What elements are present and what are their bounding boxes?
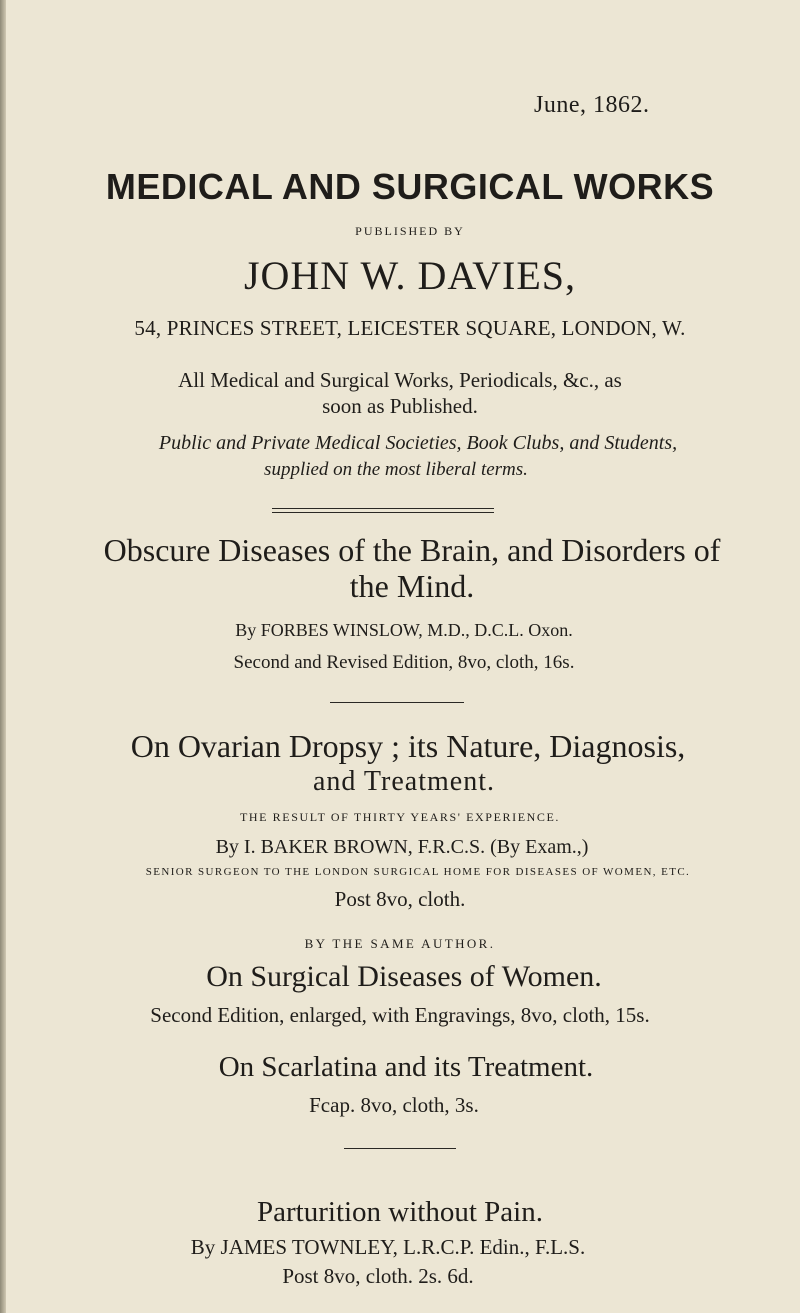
work-3-by-line: BY THE SAME AUTHOR. (304, 936, 496, 951)
work-3-details: Second Edition, enlarged, with Engravings, 8vo, cloth, 15s. (150, 1003, 650, 1027)
work-2-title-line-1: On Ovarian Dropsy ; its Nature, Diagnosis, (130, 728, 686, 764)
notice-line-1: All Medical and Surgical Works, Periodicals, &c., as (178, 368, 622, 392)
work-2-title-line-2: and Treatment. (313, 766, 495, 797)
double-rule-top (272, 508, 494, 509)
published-by-label: PUBLISHED BY (355, 224, 465, 238)
work-2-details: Post 8vo, cloth. (334, 887, 466, 911)
work-3-title: On Surgical Diseases of Women. (206, 960, 602, 993)
work-1-author: By FORBES WINSLOW, M.D., D.C.L. Oxon. (235, 620, 573, 640)
double-rule-bottom (272, 512, 494, 513)
work-2-subtitle: THE RESULT OF THIRTY YEARS' EXPERIENCE. (239, 810, 561, 824)
work-4-title: On Scarlatina and its Treatment. (218, 1051, 594, 1083)
notice-line-3: Public and Private Medical Societies, Book Clubs, and Students, (158, 432, 678, 454)
work-2-author-role: SENIOR SURGEON TO THE LONDON SURGICAL HOME FOR DISEASES OF WOMEN, ETC. (145, 866, 691, 878)
work-5-title: Parturition without Pain. (257, 1196, 543, 1228)
work-2-author: By I. BAKER BROWN, F.R.C.S. (By Exam.,) (215, 836, 589, 858)
publisher-name: JOHN W. DAVIES, (243, 253, 577, 298)
page-heading: MEDICAL AND SURGICAL WORKS (105, 166, 715, 207)
notice-line-4: supplied on the most liberal terms. (264, 459, 528, 480)
separator-rule-1 (330, 702, 464, 703)
publisher-address: 54, PRINCES STREET, LEICESTER SQUARE, LONDON, W. (134, 316, 686, 340)
work-5-author: By JAMES TOWNLEY, L.R.C.P. Edin., F.L.S. (190, 1235, 586, 1259)
notice-line-2: soon as Published. (322, 394, 478, 418)
work-1-title-line-2: the Mind. (349, 568, 475, 604)
work-1-title-line-1: Obscure Diseases of the Brain, and Disorders of (103, 532, 721, 568)
work-5-details: Post 8vo, cloth. 2s. 6d. (282, 1264, 474, 1288)
work-1-details: Second and Revised Edition, 8vo, cloth, 16s. (233, 652, 575, 673)
work-4-details: Fcap. 8vo, cloth, 3s. (309, 1093, 479, 1117)
publication-date: June, 1862. (534, 92, 650, 118)
separator-rule-2 (344, 1148, 456, 1149)
